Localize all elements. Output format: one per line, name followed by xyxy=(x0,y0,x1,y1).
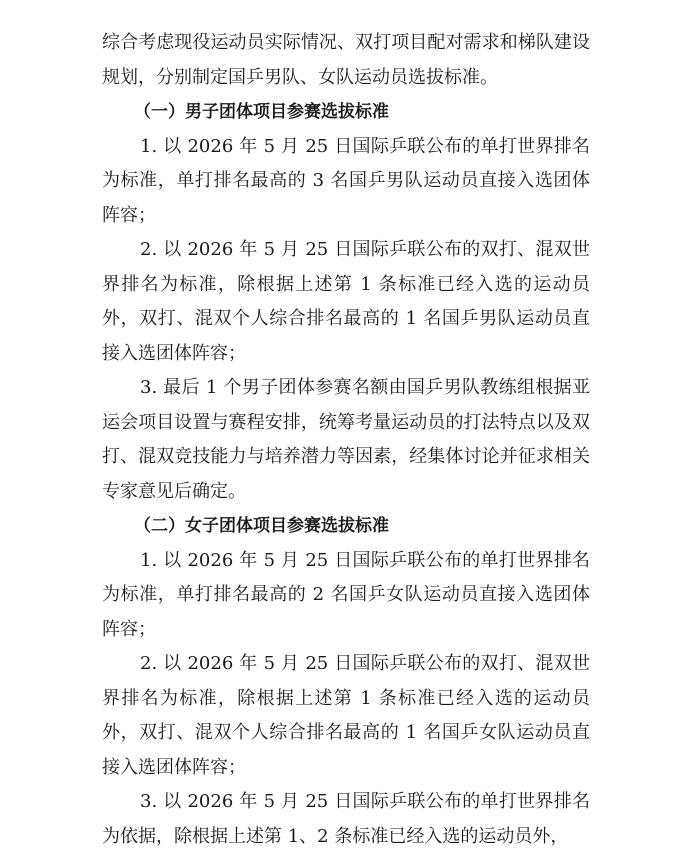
women-rule-1: 1. 以 2026 年 5 月 25 日国际乒联公布的单打世界排名为标准，单打排名最高的 2 名国乒女队运动员直接入选团体阵容； xyxy=(102,549,590,640)
men-rule-1: 1. 以 2026 年 5 月 25 日国际乒联公布的单打世界排名为标准，单打排名最高的 3 名国乒男队运动员直接入选团体阵容； xyxy=(102,135,590,226)
women-rule-2: 2. 以 2026 年 5 月 25 日国际乒联公布的双打、混双世界排名为标准，除根据上述第 1 条标准已经入选的运动员外，双打、混双个人综合排名最高的 1 名国乒女队运动员直接入选团体阵容； xyxy=(102,653,590,778)
section-heading-women: （二）女子团体项目参赛选拔标准 xyxy=(134,516,389,536)
men-rule-2: 2. 以 2026 年 5 月 25 日国际乒联公布的双打、混双世界排名为标准，除根据上述第 1 条标准已经入选的运动员外，双打、混双个人综合排名最高的 1 名国乒男队运动员直接入选团体阵容； xyxy=(102,239,590,364)
intro-paragraph: 综合考虑现役运动员实际情况、双打项目配对需求和梯队建设规划，分别制定国乒男队、女队运动员选拔标准。 xyxy=(102,32,590,88)
section-heading-men: （一）男子团体项目参赛选拔标准 xyxy=(134,102,389,122)
men-rule-3: 3. 最后 1 个男子团体参赛名额由国乒男队教练组根据亚运会项目设置与赛程安排，统筹考量运动员的打法特点以及双打、混双竞技能力与培养潜力等因素，经集体讨论并征求相关专家意见后确定。 xyxy=(102,377,590,502)
document-page xyxy=(102,26,590,854)
women-rule-3: 3. 以 2026 年 5 月 25 日国际乒联公布的单打世界排名为依据，除根据上述第 1、2 条标准已经入选的运动员外， xyxy=(102,791,590,847)
